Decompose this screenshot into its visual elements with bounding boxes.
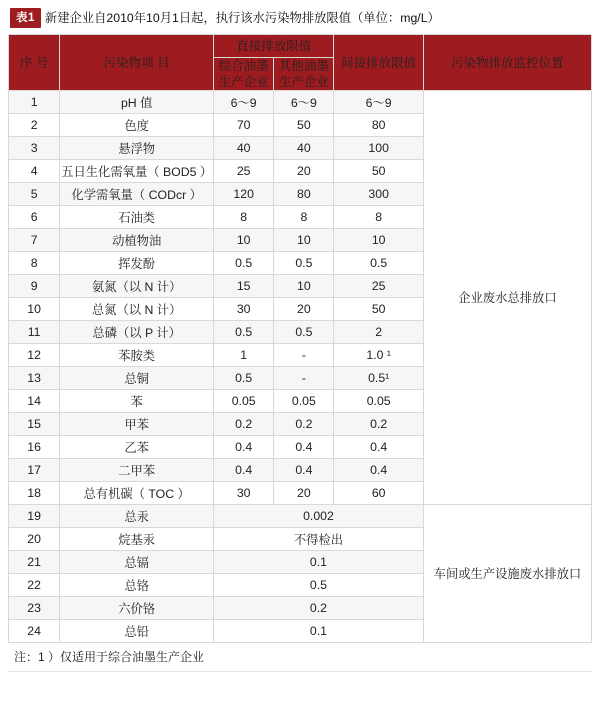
row-indirect: 60 (334, 482, 423, 505)
row-item: pH 值 (60, 91, 214, 114)
row-direct-other: 50 (274, 114, 334, 137)
row-indirect: 100 (334, 137, 423, 160)
header-no: 序 号 (9, 35, 60, 91)
row-direct-other: 20 (274, 160, 334, 183)
row-indirect: 25 (334, 275, 423, 298)
row-indirect: 50 (334, 298, 423, 321)
row-item: 总铬 (60, 574, 214, 597)
row-item: 总磷（以 P 计） (60, 321, 214, 344)
row-direct-comprehensive: 0.4 (214, 459, 274, 482)
row-item: 动植物油 (60, 229, 214, 252)
row-item: 挥发酚 (60, 252, 214, 275)
header-monitoring-site: 污染物排放监控位置 (423, 35, 591, 91)
row-no: 7 (9, 229, 60, 252)
row-merged-value: 0.5 (214, 574, 424, 597)
row-no: 16 (9, 436, 60, 459)
site-upper: 企业废水总排放口 (423, 91, 591, 505)
row-no: 10 (9, 298, 60, 321)
row-direct-comprehensive: 40 (214, 137, 274, 160)
table-body (9, 91, 592, 643)
row-item: 总铅 (60, 620, 214, 643)
row-direct-comprehensive: 0.4 (214, 436, 274, 459)
row-indirect: 10 (334, 229, 423, 252)
table-note: 注：1 ）仅适用于综合油墨生产企业 (14, 650, 205, 664)
row-indirect: 6～9 (334, 91, 423, 114)
row-item: 总镉 (60, 551, 214, 574)
row-item: 色度 (60, 114, 214, 137)
row-no: 3 (9, 137, 60, 160)
row-item: 烷基汞 (60, 528, 214, 551)
row-direct-other: 40 (274, 137, 334, 160)
row-direct-comprehensive: 30 (214, 298, 274, 321)
row-no: 15 (9, 413, 60, 436)
row-item: 化学需氧量（ CODcr ） (60, 183, 214, 206)
row-merged-value: 不得检出 (214, 528, 424, 551)
row-direct-other: 0.4 (274, 459, 334, 482)
row-no: 1 (9, 91, 60, 114)
row-direct-other: 10 (274, 229, 334, 252)
row-direct-other: - (274, 367, 334, 390)
row-direct-comprehensive: 70 (214, 114, 274, 137)
row-no: 9 (9, 275, 60, 298)
row-item: 苯胺类 (60, 344, 214, 367)
row-direct-comprehensive: 1 (214, 344, 274, 367)
row-no: 23 (9, 597, 60, 620)
row-no: 11 (9, 321, 60, 344)
footer-divider (8, 671, 592, 672)
row-no: 5 (9, 183, 60, 206)
row-merged-value: 0.1 (214, 620, 424, 643)
row-direct-comprehensive: 10 (214, 229, 274, 252)
row-direct-comprehensive: 6～9 (214, 91, 274, 114)
row-direct-other: - (274, 344, 334, 367)
row-no: 8 (9, 252, 60, 275)
row-indirect: 0.4 (334, 459, 423, 482)
row-item: 总氮（以 N 计） (60, 298, 214, 321)
row-indirect: 0.5 (334, 252, 423, 275)
row-indirect: 0.5¹ (334, 367, 423, 390)
row-item: 甲苯 (60, 413, 214, 436)
site-lower: 车间或生产设施废水排放口 (423, 505, 591, 643)
row-indirect: 50 (334, 160, 423, 183)
row-item: 总铜 (60, 367, 214, 390)
row-item: 二甲苯 (60, 459, 214, 482)
row-item: 乙苯 (60, 436, 214, 459)
row-no: 13 (9, 367, 60, 390)
row-no: 14 (9, 390, 60, 413)
row-direct-comprehensive: 25 (214, 160, 274, 183)
header-direct-group: 直接排放限值 (214, 35, 334, 58)
row-direct-comprehensive: 0.5 (214, 367, 274, 390)
caption-text: 新建企业自2010年10月1日起，执行该水污染物排放限值（单位：mg/L） (44, 11, 440, 25)
row-no: 4 (9, 160, 60, 183)
row-direct-comprehensive: 0.5 (214, 321, 274, 344)
header-direct-comprehensive: 综合油墨生产企业 (214, 58, 274, 91)
row-direct-comprehensive: 120 (214, 183, 274, 206)
header-direct-other: 其他油墨生产企业 (274, 58, 334, 91)
row-item: 氨氮（以 N 计） (60, 275, 214, 298)
row-no: 2 (9, 114, 60, 137)
row-no: 17 (9, 459, 60, 482)
row-direct-other: 20 (274, 298, 334, 321)
row-direct-comprehensive: 0.05 (214, 390, 274, 413)
row-direct-other: 6～9 (274, 91, 334, 114)
row-direct-other: 80 (274, 183, 334, 206)
header-item: 污染物项 目 (60, 35, 214, 91)
row-item: 悬浮物 (60, 137, 214, 160)
emission-limits-table (8, 34, 592, 643)
row-no: 19 (9, 505, 60, 528)
table-row-merged (9, 505, 592, 528)
row-direct-other: 0.4 (274, 436, 334, 459)
row-indirect: 0.05 (334, 390, 423, 413)
table-head (9, 35, 592, 91)
row-no: 21 (9, 551, 60, 574)
header-indirect: 间接排放限值 (334, 35, 423, 91)
row-indirect: 2 (334, 321, 423, 344)
row-indirect: 300 (334, 183, 423, 206)
caption-badge: 表1 (10, 8, 41, 28)
row-indirect: 1.0 ¹ (334, 344, 423, 367)
row-item: 总汞 (60, 505, 214, 528)
row-no: 12 (9, 344, 60, 367)
table-caption (8, 6, 592, 34)
row-direct-comprehensive: 30 (214, 482, 274, 505)
table-row (9, 91, 592, 114)
row-no: 20 (9, 528, 60, 551)
row-item: 五日生化需氧量（ BOD5 ） (60, 160, 214, 183)
row-direct-comprehensive: 8 (214, 206, 274, 229)
row-no: 24 (9, 620, 60, 643)
row-merged-value: 0.002 (214, 505, 424, 528)
row-direct-comprehensive: 0.2 (214, 413, 274, 436)
row-direct-comprehensive: 0.5 (214, 252, 274, 275)
row-direct-other: 0.05 (274, 390, 334, 413)
row-item: 总有机碳（ TOC ） (60, 482, 214, 505)
row-direct-other: 8 (274, 206, 334, 229)
row-no: 18 (9, 482, 60, 505)
row-indirect: 0.2 (334, 413, 423, 436)
row-item: 苯 (60, 390, 214, 413)
row-no: 6 (9, 206, 60, 229)
header-row-1 (9, 35, 592, 58)
row-direct-other: 0.5 (274, 252, 334, 275)
row-merged-value: 0.1 (214, 551, 424, 574)
row-indirect: 0.4 (334, 436, 423, 459)
row-merged-value: 0.2 (214, 597, 424, 620)
row-indirect: 8 (334, 206, 423, 229)
row-direct-other: 0.2 (274, 413, 334, 436)
row-no: 22 (9, 574, 60, 597)
row-item: 石油类 (60, 206, 214, 229)
row-indirect: 80 (334, 114, 423, 137)
row-direct-other: 20 (274, 482, 334, 505)
row-direct-other: 10 (274, 275, 334, 298)
row-direct-other: 0.5 (274, 321, 334, 344)
row-item: 六价铬 (60, 597, 214, 620)
row-direct-comprehensive: 15 (214, 275, 274, 298)
